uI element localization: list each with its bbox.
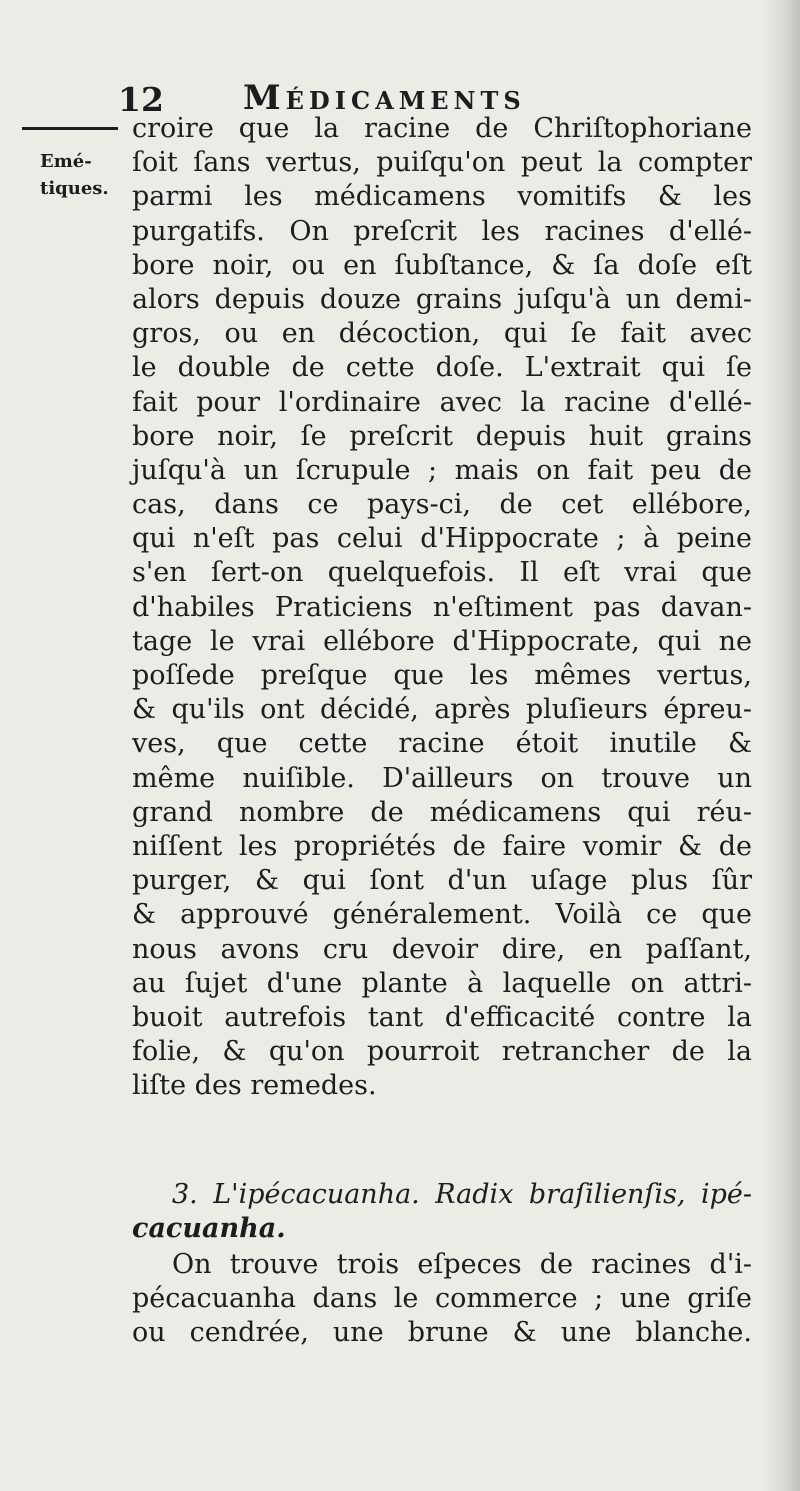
page-edge-shadow [762,0,800,1491]
text-line: parmi les médicamens vomitifs & les [132,181,752,213]
text-line: nous avons cru devoir dire, en paſſant, [132,933,752,965]
text-line: cas, dans ce pays-ci, de cet ellébore, [132,489,752,521]
text-line: gros, ou en décoction, qui ſe fait avec [132,318,752,350]
text-line: tage le vrai ellébore d'Hippocrate, qui ne [132,625,752,657]
text-line: grand nombre de médicamens qui réu- [132,796,752,828]
text-line: le double de cette doſe. L'extrait qui ſe [132,352,752,384]
text-line: qui n'eſt pas celui d'Hippocrate ; à peine [132,523,752,555]
text-line: ou cendrée, une brune & une blanche. [132,1317,752,1349]
text-line: au ſujet d'une plante à laquelle on attri- [132,967,752,999]
text-line: buoit autrefois tant d'efficacité contre la [132,1001,752,1033]
text-line: On trouve trois eſpeces de racines d'i- [172,1249,752,1280]
text-line: niſſent les propriétés de faire vomir & de [132,830,752,862]
section-heading-line: cacuanha. [132,1213,286,1244]
margin-note-line: Emé- [40,151,92,172]
text-line: bore noir, ſe preſcrit depuis huit grains [132,420,752,452]
text-line: alors depuis douze grains juſqu'à un demi- [132,283,752,315]
text-line: & approuvé généralement. Voilà ce que [132,899,752,931]
text-line: ves, que cette racine étoit inutile & [132,728,752,760]
running-title: Médicaments [243,78,526,118]
text-line: folie, & qu'on pourroit retrancher de la [132,1036,752,1068]
text-line: purgatifs. On preſcrit les racines d'ellé- [132,215,752,247]
text-line: même nuiſible. D'ailleurs on trouve un [132,762,752,794]
text-line: bore noir, ou en ſubſtance, & ſa doſe eſt [132,249,752,281]
text-line: s'en ſert-on quelquefois. Il eſt vrai que [132,557,752,589]
text-line: ſoit ſans vertus, puiſqu'on peut la compter [132,147,752,179]
text-line: croire que la racine de Chriſtophoriane [132,113,752,144]
text-line: fait pour l'ordinaire avec la racine d'ellé- [132,386,752,418]
text-line: purger, & qui ſont d'un uſage plus ſûr [132,865,752,897]
section-heading [132,1178,752,1246]
section-body [132,1248,752,1351]
text-line: poſſede preſque que les mêmes vertus, [132,660,752,691]
margin-note-line: tiques. [40,178,109,199]
text-line: liſte des remedes. [132,1070,377,1102]
text-line: juſqu'à un ſcrupule ; mais on fait peu de [132,454,752,486]
text-line: pécacuanha dans le commerce ; une griſe [132,1283,752,1315]
main-text [132,112,752,1103]
text-line: d'habiles Praticiens n'eſtiment pas davan- [132,591,752,623]
section-heading-line: 3. L'ipécacuanha. Radix braſilienſis, ipé- [172,1179,752,1210]
margin-note [40,148,125,202]
page-number: 12 [118,80,164,119]
text-line: & qu'ils ont décidé, après pluſieurs épreu- [132,694,752,726]
margin-rule [22,127,118,130]
